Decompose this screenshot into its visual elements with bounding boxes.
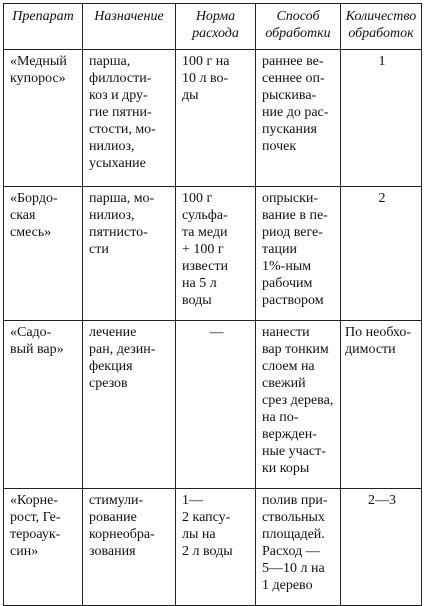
cell-preparation: «Корне- рост, Ге- тероаук- син» [4, 489, 83, 606]
cell-method: полив при- ствольных площадей. Расход — 5—10 л на 1 дерево [256, 489, 341, 606]
cell-rate: 100 г на 10 л во- ды [176, 50, 256, 187]
cell-preparation: «Садо- вый вар» [4, 321, 83, 489]
cell-rate: 1— 2 капсу- лы на 2 л воды [176, 489, 256, 606]
cell-rate: 100 г сульфа- та меди + 100 г извести на 5 л воды [176, 187, 256, 321]
cell-rate: — [176, 321, 256, 489]
cell-method: раннее ве- сеннее оп- рыскива- ние до рас- пускания почек [256, 50, 341, 187]
cell-method: опрыски- вание в пе- риод веге- тации 1%-ным рабочим раствором [256, 187, 341, 321]
cell-preparation: «Медный купорос» [4, 50, 83, 187]
treatment-table [3, 3, 422, 606]
header-method: Способ обработки [256, 4, 341, 50]
header-purpose: Назначение [83, 4, 176, 50]
table-row [4, 187, 422, 321]
cell-count: По необхо- димости [341, 321, 422, 489]
cell-method: нанести вар тонким слоем на свежий срез дерева, на по- вержден- ные участ- ки коры [256, 321, 341, 489]
cell-count: 2 [341, 187, 422, 321]
cell-count: 2—3 [341, 489, 422, 606]
table-header-row [4, 4, 422, 50]
cell-purpose: парша, мо- нилиоз, пятнисто- сти [83, 187, 176, 321]
header-rate: Норма расхода [176, 4, 256, 50]
cell-purpose: лечение ран, дезин- фекция срезов [83, 321, 176, 489]
header-count: Количество обработок [341, 4, 422, 50]
cell-preparation: «Бордо- ская смесь» [4, 187, 83, 321]
table-row [4, 50, 422, 187]
cell-purpose: стимули- рование корнеобра- зования [83, 489, 176, 606]
cell-purpose: парша, филлости- коз и дру- гие пятни- стости, мо- нилиоз, усыхание [83, 50, 176, 187]
table-row [4, 489, 422, 606]
table-row [4, 321, 422, 489]
cell-count: 1 [341, 50, 422, 187]
header-preparation: Препарат [4, 4, 83, 50]
